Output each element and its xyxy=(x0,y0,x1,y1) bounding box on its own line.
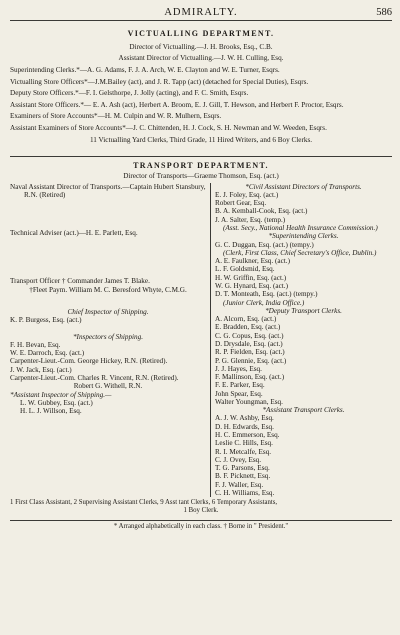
spacer xyxy=(10,294,206,308)
staff-summary: 1 First Class Assistant, 2 Supervising Assistant Clerks, 9 Asst tant Clerks, 6 Temporary Assistants, xyxy=(10,499,278,507)
roster-note: (Asst. Secy., National Health Insurance Commission.) xyxy=(223,224,378,232)
footnote: * Arranged alphabetically in each class. † Borne in " President." xyxy=(10,520,392,531)
roster-entry: R. I. Metcalfe, Esq. xyxy=(215,447,272,456)
victualling-director: Director of Victualling.—J. H. Brooks, Esq., C.B. xyxy=(129,42,273,51)
section-divider xyxy=(10,156,392,157)
victualling-line: Assistant Examiners of Store Accounts*—J. C. Chittenden, H. J. Cock, S. H. Newman and W. Weeden, Esqrs. xyxy=(10,124,327,133)
transport-left-column xyxy=(10,183,210,498)
victualling-clerks-note: 11 Victualling Yard Clerks, Third Grade, 11 Hired Writers, and 6 Boy Clerks. xyxy=(89,135,313,144)
superintending-clerks-heading: *Superintending Clerks. xyxy=(268,232,339,241)
roster-entry: T. G. Parsons, Esq. xyxy=(215,464,270,473)
roster-entry: A. E. Faulkner, Esq. (act.) xyxy=(215,257,290,266)
inspector-entry: F. H. Bevan, Esq. xyxy=(10,340,61,349)
roster-entry: L. F. Goldsmid, Esq. xyxy=(215,265,275,274)
roster-entry: F. E. Parker, Esq. xyxy=(215,381,265,390)
inspector-entry: Carpenter-Lieut.-Com. George Hickey, R.N. (Retired). xyxy=(10,357,168,366)
assistant-inspector-entry: H. L. J. Willson, Esq. xyxy=(20,407,82,416)
victualling-line: Assistant Store Officers.*— E. A. Ash (act), Herbert A. Broom, E. J. Gill, T. Hewson, and Herbert F. Proctor, Esqrs. xyxy=(10,100,344,109)
roster-note: (Clerk, First Class, Chief Secretary's Office, Dublin.) xyxy=(223,248,377,257)
spacer xyxy=(10,199,206,229)
roster-entry: John Spear, Esq. xyxy=(215,389,263,398)
victualling-assistant-director: Assistant Director of Victualling.—J. W. H. Culling, Esq. xyxy=(118,54,284,63)
roster-entry: A. Alcorn, Esq. (act.) xyxy=(215,315,277,324)
victualling-line: Victualling Store Officers*—J.M.Bailey (act), and J. R. Tapp (act) (detached for Special Duties), Esqrs. xyxy=(10,77,309,86)
inspector-entry: Carpenter-Lieut.-Com. Charles R. Vincent, R.N. (Retired). xyxy=(10,373,179,382)
victualling-line: Superintending Clerks.*—A. G. Adams, F. J. A. Arch, W. E. Clayton and W. E. Turner, Esqrs. xyxy=(10,65,280,74)
roster-entry: J. A. Salter, Esq. (temp.) xyxy=(215,215,286,224)
roster-entry: Leslie C. Hills, Esq. xyxy=(215,439,273,448)
fleet-paymaster: †Fleet Paym. William M. C. Beresford Whyte, C.M.G. xyxy=(29,285,187,294)
roster-entry: R. P. Fielden, Esq. (act.) xyxy=(215,348,285,357)
chief-inspector: K. P. Burgess, Esq. (act.) xyxy=(10,316,82,325)
roster-entry: E. Bradden, Esq. (act.) xyxy=(215,323,281,332)
roster-entry: C. G. Copus, Esq. (act.) xyxy=(215,331,284,340)
page-title: ADMIRALTY. xyxy=(164,7,238,18)
inspector-entry: W. E. Darroch, Esq. (act.) xyxy=(10,349,85,358)
roster-entry: Robert Gear, Esq. xyxy=(215,199,267,208)
roster-entry: F. J. Waller, Esq. xyxy=(215,480,264,489)
victualling-line: Examiners of Store Accounts*—H. M. Culpin and W. R. Mulhern, Esqrs. xyxy=(10,112,222,121)
transport-columns xyxy=(10,183,392,498)
staff-summary-continued: 1 Boy Clerk. xyxy=(183,507,219,515)
victualling-title: VICTUALLING DEPARTMENT. xyxy=(127,29,275,38)
roster-entry: D. Drysdale, Esq. (act.) xyxy=(215,339,283,348)
roster-entry: W. G. Hynard, Esq. (act.) xyxy=(215,281,288,290)
civil-directors-heading: *Civil Assistant Directors of Transports. xyxy=(245,182,362,191)
transport-right-column xyxy=(210,183,392,498)
page-number: 586 xyxy=(376,7,392,18)
roster-entry: G. C. Duggan, Esq. (act.) (tempy.) xyxy=(215,240,314,249)
roster-entry: B. A. Kemball-Cook, Esq. (act.) xyxy=(215,207,308,216)
roster-entry: A. J. W. Ashby, Esq. xyxy=(215,414,274,423)
roster-entry: Walter Youngman, Esq. xyxy=(215,397,283,406)
roster-entry: D. T. Monteath, Esq. (act.) (tempy.) xyxy=(215,290,318,299)
transport-footer xyxy=(10,499,392,515)
roster-note: (Junior Clerk, India Office.) xyxy=(223,298,305,307)
transport-officer: Transport Officer † Commander James T. Blake. xyxy=(10,277,150,286)
roster-entry: C. H. Williams, Esq. xyxy=(215,489,275,497)
deputy-clerks-heading: *Deputy Transport Clerks. xyxy=(265,306,342,315)
technical-adviser: Technical Adviser (act.)—H. E. Parlett, Esq. xyxy=(10,229,138,238)
roster-entry: C. J. Ovey, Esq. xyxy=(215,455,262,464)
transport-title: TRANSPORT DEPARTMENT. xyxy=(133,161,269,171)
inspector-entry: J. W. Jack, Esq. (act.) xyxy=(10,365,72,374)
page-header xyxy=(10,6,392,21)
roster-entry: H. C. Emmerson, Esq. xyxy=(215,431,280,440)
inspectors-heading: *Inspectors of Shipping. xyxy=(72,332,144,341)
roster-entry: B. F. Picknett, Esq. xyxy=(215,472,271,481)
roster-entry: F. Mallinson, Esq. (act.) xyxy=(215,373,285,382)
assistant-inspector-heading: *Assistant Inspector of Shipping.— xyxy=(10,390,112,399)
assistant-inspector-entry: L. W. Gubbey, Esq. (act.) xyxy=(20,398,93,407)
assistant-clerks-heading: *Assistant Transport Clerks. xyxy=(262,406,345,415)
roster-entry: J. J. Hayes, Esq. xyxy=(215,364,262,373)
page xyxy=(10,6,392,531)
inspector-entry: Robert G. Withell, R.N. xyxy=(73,382,143,391)
transport-director: Director of Transports—Graeme Thomson, Esq. (act.) xyxy=(123,171,279,180)
roster-entry: H. W. Griffin, Esq. (act.) xyxy=(215,273,287,282)
roster-entry: P. G. Glennie, Esq. (act.) xyxy=(215,356,287,365)
spacer xyxy=(10,237,206,277)
victualling-line: Deputy Store Officers.*—F. I. Gelsthorpe, J. Jolly (acting), and F. C. Smith, Esqrs. xyxy=(10,89,249,98)
spacer xyxy=(10,325,206,333)
roster-entry: D. H. Edwards, Esq. xyxy=(215,422,274,431)
chief-inspector-heading: Chief Inspector of Shipping. xyxy=(67,308,149,316)
roster-entry: E. J. Foley, Esq. (act.) xyxy=(215,190,279,199)
naval-assistant-director: Naval Assistant Director of Transports.—Captain Hubert Stansbury, R.N. (Retired) xyxy=(10,182,206,199)
